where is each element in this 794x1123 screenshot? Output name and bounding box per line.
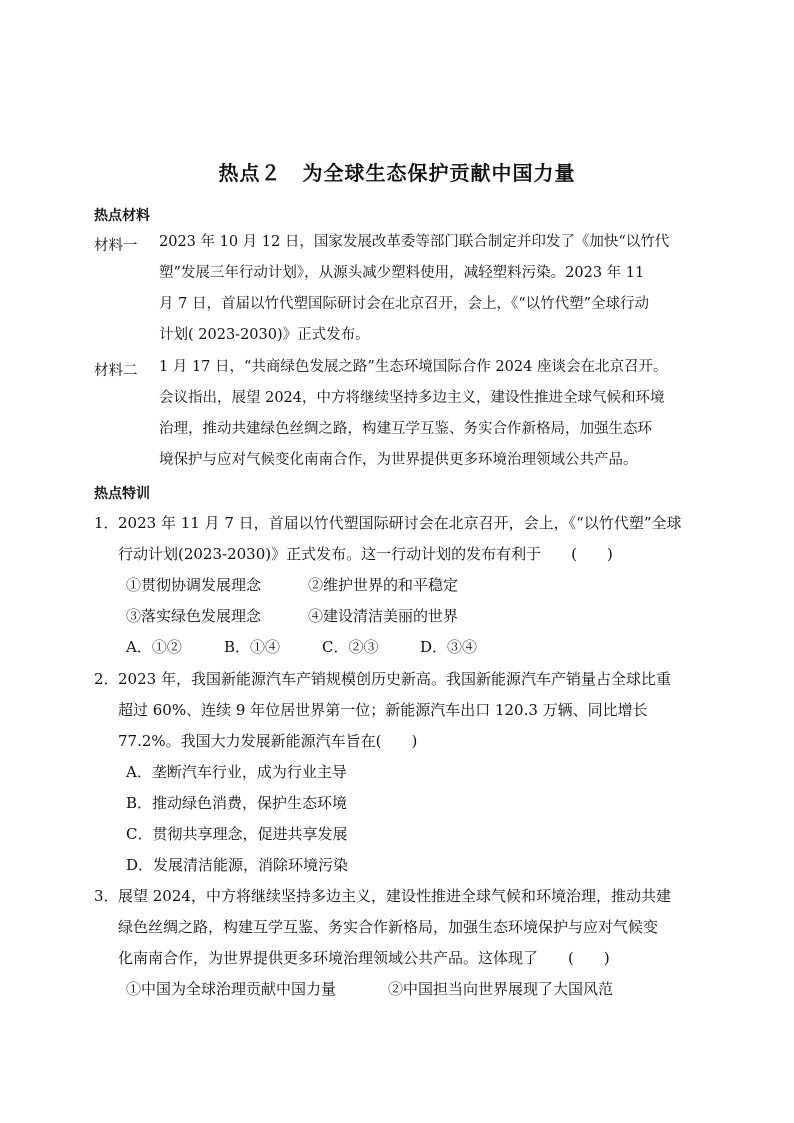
page-title: 热点２ 为全球生态保护贡献中国力量 <box>218 161 576 185</box>
choice-c[interactable]: C．贯彻共享理念，促进共享发展 <box>126 825 348 843</box>
material-2-label: 材料二 <box>94 363 138 379</box>
question-line: 超过 60%、连续 9 年位居世界第一位；新能源汽车出口 120.3 万辆、同比增长 <box>118 701 648 719</box>
material-line: 2023 年 10 月 12 日，国家发展改革委等部门联合制定并印发了《加快“以竹代 <box>159 234 670 250</box>
statement: ④建设清洁美丽的世界 <box>308 607 459 625</box>
answer-bracket: ( ) <box>568 949 610 967</box>
section-heading-training: 热点特训 <box>94 486 150 502</box>
statement: ②维护世界的和平稳定 <box>308 576 459 594</box>
question-line: 行动计划(2023-2030)》正式发布。这一行动计划的发布有利于 ( ) <box>94 539 706 570</box>
choice-d[interactable]: D．发展清洁能源，消除环境污染 <box>126 856 349 874</box>
statement: ①中国为全球治理贡献中国力量 <box>126 980 337 998</box>
choice-d[interactable]: D．③④ <box>420 638 478 656</box>
statement: ③落实绿色发展理念 <box>126 607 262 625</box>
material-line: 计划( 2023-2030)》正式发布。 <box>159 327 370 343</box>
material-1-text <box>159 227 705 351</box>
answer-bracket: ( ) <box>571 545 613 563</box>
material-line: 境保护与应对气候变化南南合作，为世界提供更多环境治理领域公共产品。 <box>159 452 638 468</box>
question-line: 2．2023 年，我国新能源汽车产销规模创历史新高。我国新能源汽车产销量占全球比重 <box>94 664 706 695</box>
statement: ①贯彻协调发展理念 <box>126 576 262 594</box>
choice-b[interactable]: B．推动绿色消费，保护生态环境 <box>126 794 348 812</box>
question-number: 2． <box>94 670 119 688</box>
statement-row <box>94 570 706 601</box>
choice-b[interactable]: B．①④ <box>224 638 281 656</box>
material-2-text <box>159 352 705 476</box>
question-2 <box>94 664 706 881</box>
section-heading-material: 热点材料 <box>94 208 150 224</box>
statement: ②中国担当向世界展现了大国风范 <box>388 980 614 998</box>
material-1-label: 材料一 <box>94 238 138 254</box>
question-1 <box>94 508 706 663</box>
material-line: 治理，推动共建绿色丝绸之路，构建互学互鉴、务实合作新格局，加强生态环 <box>159 421 652 437</box>
question-line: 化南南合作，为世界提供更多环境治理领域公共产品。这体现了 ( ) <box>94 943 706 974</box>
choice-row <box>94 632 706 663</box>
statement-row <box>94 974 706 1005</box>
question-line: 77.2%。我国大力发展新能源汽车旨在( ) <box>118 732 418 750</box>
choice-c[interactable]: C．②③ <box>322 638 379 656</box>
question-number: 3． <box>94 887 119 905</box>
question-number: 1． <box>94 514 119 532</box>
question-line: 绿色丝绸之路，构建互学互鉴、务实合作新格局，加强生态环境保护与应对气候变 <box>118 918 659 936</box>
choice-a[interactable]: A．垄断汽车行业，成为行业主导 <box>126 763 347 781</box>
question-line: 1．2023 年 11 月 7 日，首届以竹代塑国际研讨会在北京召开，会上，《“以竹代塑”全球 <box>94 508 706 539</box>
material-line: 月 7 日，首届以竹代塑国际研讨会在北京召开，会上，《“以竹代塑”全球行动 <box>159 296 650 312</box>
question-3 <box>94 881 706 1005</box>
question-line: 3．展望 2024，中方将继续坚持多边主义，建设性推进全球气候和环境治理，推动共建 <box>94 881 706 912</box>
choice-a[interactable]: A．①② <box>126 638 182 656</box>
material-line: 塑”发展三年行动计划》，从源头减少塑料使用，减轻塑料污染。2023 年 11 <box>159 265 645 281</box>
material-line: 1 月 17 日，“共商绿色发展之路”生态环境国际合作 2024 座谈会在北京召开。 <box>159 359 668 375</box>
statement-row <box>94 601 706 632</box>
material-line: 会议指出，展望 2024，中方将继续坚持多边主义，建设性推进全球气候和环境 <box>159 390 665 406</box>
